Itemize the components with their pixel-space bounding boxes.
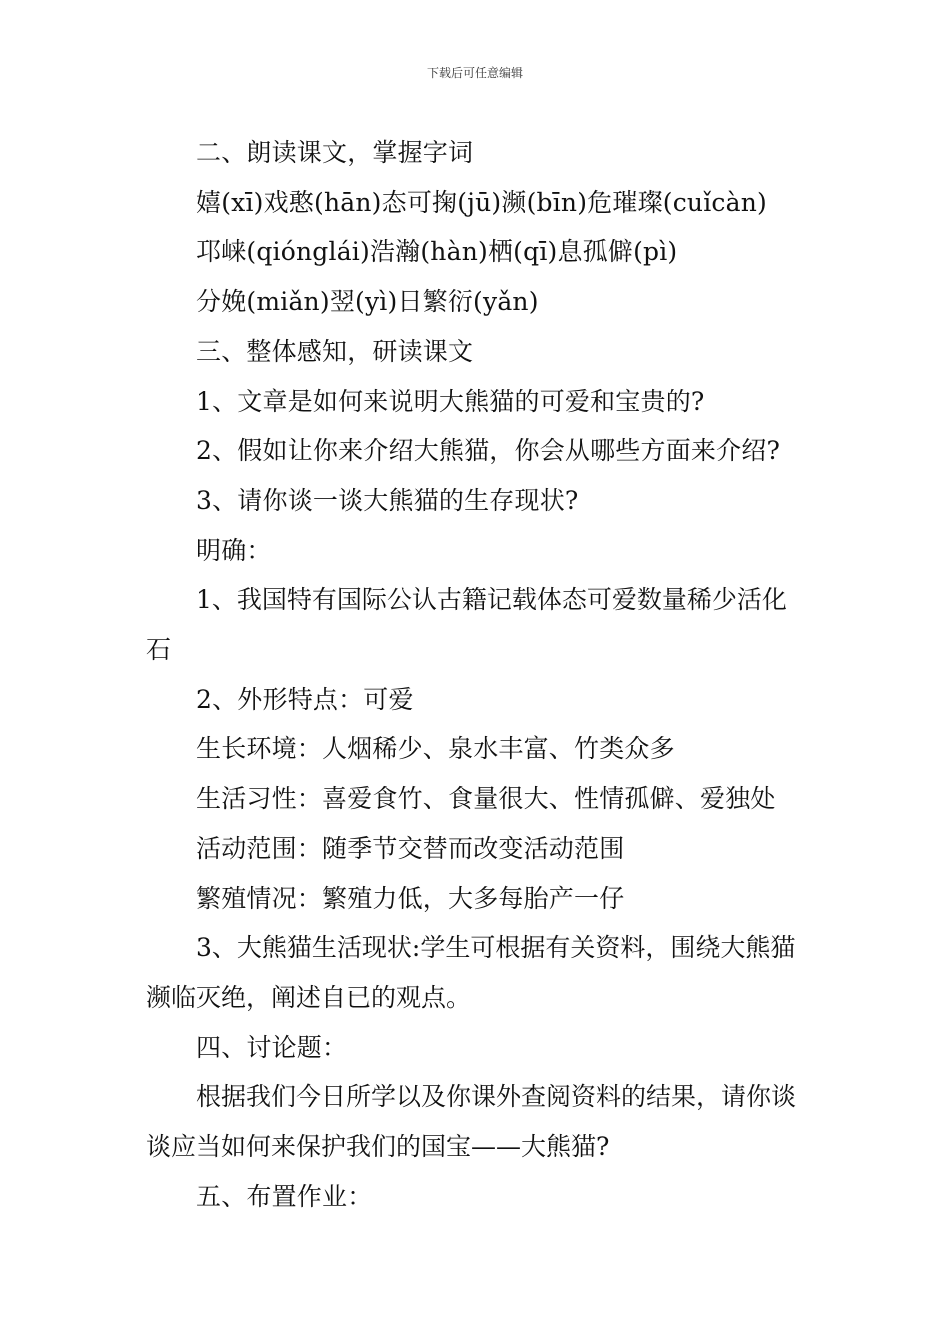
vocab-line-1: 嬉(xī)戏憨(hān)态可掬(jū)濒(bīn)危璀璨(cuǐcàn)	[196, 187, 767, 217]
answer-2: 2、外形特点：可爱	[196, 684, 414, 714]
answer-1: 1、我国特有国际公认古籍记载体态可爱数量稀少活化石	[146, 585, 787, 665]
answer-range: 活动范围：随季节交替而改变活动范围	[196, 833, 625, 863]
answer-habits: 生活习性：喜爱食竹、食量很大、性情孤僻、爱独处	[196, 784, 776, 814]
answer-environment: 生长环境：人烟稀少、泉水丰富、竹类众多	[196, 734, 675, 764]
question-1: 1、文章是如何来说明大熊猫的可爱和宝贵的?	[196, 386, 705, 416]
section-heading-3: 三、整体感知，研读课文	[196, 336, 474, 366]
discussion-question: 根据我们今日所学以及你课外查阅资料的结果，请你谈谈应当如何来保护我们的国宝——大熊猫?	[146, 1082, 797, 1162]
answer-3: 3、大熊猫生活现状:学生可根据有关资料，围绕大熊猫濒临灭绝，阐述自已的观点。	[146, 933, 796, 1012]
answer-label: 明确：	[196, 535, 272, 565]
section-heading-2: 二、朗读课文，掌握字词	[196, 138, 474, 167]
question-2: 2、假如让你来介绍大熊猫，你会从哪些方面来介绍?	[196, 436, 781, 466]
vocab-line-2: 邛崃(qiónglái)浩瀚(hàn)栖(qī)息孤僻(pì)	[196, 237, 678, 267]
section-heading-5: 五、布置作业：	[196, 1181, 373, 1211]
section-heading-4: 四、讨论题：	[196, 1032, 348, 1062]
answer-breeding: 繁殖情况：繁殖力低，大多每胎产一仔	[196, 883, 625, 913]
page-header: 下载后可任意编辑	[426, 66, 523, 80]
vocab-line-3: 分娩(miǎn)翌(yì)日繁衍(yǎn)	[196, 287, 539, 317]
document-body	[146, 128, 810, 1221]
question-3: 3、请你谈一谈大熊猫的生存现状?	[196, 485, 579, 515]
